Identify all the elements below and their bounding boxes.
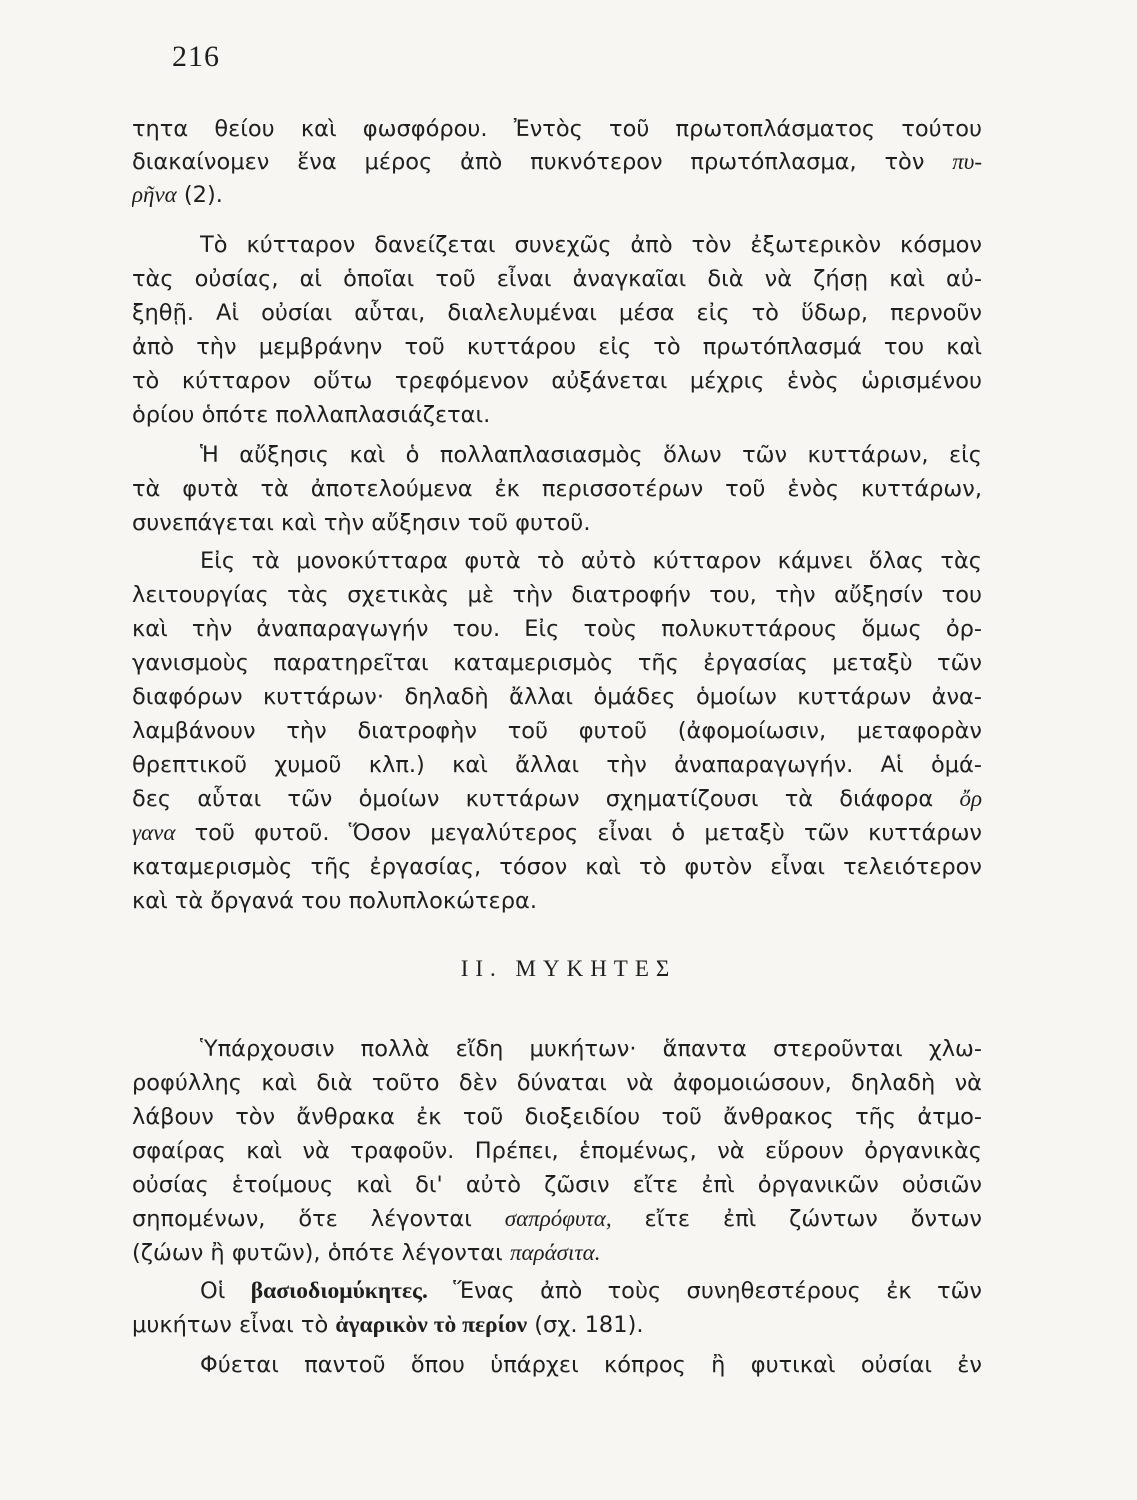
text-line: διακαίνομεν ἕνα μέρος ἀπὸ πυκνότερον πρωτόπλασμα, τὸν πυ-: [132, 149, 982, 175]
italic-term: σαπρόφυτα,: [504, 1206, 612, 1231]
text-line: γανισμοὺς παρατηρεῖται καταμερισμὸς τῆς ἐργασίας μεταξὺ τῶν: [132, 650, 982, 676]
paragraph-first-line: Ὑπάρχουσιν πολλὰ εἴδη μυκήτων· ἅπαντα στεροῦνται χλω-: [200, 1036, 982, 1062]
text-line: λάβουν τὸν ἄνθρακα ἐκ τοῦ διοξειδίου τοῦ ἄνθρακος τῆς ἀτμο-: [132, 1104, 982, 1130]
text-line: ρῆνα (2).: [132, 182, 223, 208]
bold-term: ἀγαρικὸν τὸ περίον: [335, 1312, 528, 1338]
text-line: οὐσίας ἑτοίμους καὶ δι' αὐτὸ ζῶσιν εἴτε ἐπὶ ὀργανικῶν οὐσιῶν: [132, 1172, 982, 1198]
paragraph-first-line: Ἡ αὔξησις καὶ ὁ πολλαπλασιασμὸς ὅλων τῶν κυττάρων, εἰς: [200, 442, 982, 468]
text-line: μυκήτων εἶναι τὸ ἀγαρικὸν τὸ περίον (σχ. 181).: [132, 1312, 644, 1338]
text-line: ὁρίου ὁπότε πολλαπλασιάζεται.: [132, 402, 491, 428]
text-line: λειτουργίας τὰς σχετικὰς μὲ τὴν διατροφήν του, τὴν αὔξησίν του: [132, 582, 982, 608]
italic-term: πυ-: [952, 149, 982, 174]
text-line: καὶ τὴν ἀναπαραγωγήν του. Εἰς τοὺς πολυκυττάρους ὅμως ὀρ-: [132, 616, 982, 642]
text-line: καταμερισμὸς τῆς ἐργασίας, τόσον καὶ τὸ φυτὸν εἶναι τελειότερον: [132, 854, 982, 880]
text-line: θρεπτικοῦ χυμοῦ κλπ.) καὶ ἄλλαι τὴν ἀναπαραγωγήν. Αἱ ὁμά-: [132, 752, 982, 778]
paragraph-first-line: Τὸ κύτταρον δανείζεται συνεχῶς ἀπὸ τὸν ἐξωτερικὸν κόσμον: [200, 232, 982, 258]
paragraph-first-line: Φύεται παντοῦ ὅπου ὑπάρχει κόπρος ἢ φυτικαὶ οὐσίαι ἐν: [200, 1352, 982, 1378]
text-line: γανα τοῦ φυτοῦ. Ὅσον μεγαλύτερος εἶναι ὁ μεταξὺ τῶν κυττάρων: [132, 820, 982, 846]
text-line: (ζώων ἢ φυτῶν), ὁπότε λέγονται παράσιτα.: [132, 1240, 601, 1266]
italic-term: ρῆνα: [132, 182, 177, 207]
paragraph-first-line: Οἱ βασιοδιομύκητες. Ἕνας ἀπὸ τοὺς συνηθεστέρους ἐκ τῶν: [200, 1278, 982, 1304]
italic-term: παράσιτα.: [509, 1240, 601, 1265]
text-line: δες αὗται τῶν ὁμοίων κυττάρων σχηματίζουσι τὰ διάφορα ὄρ: [132, 786, 982, 812]
text-line: διαφόρων κυττάρων· δηλαδὴ ἄλλαι ὁμάδες ὁμοίων κυττάρων ἀνα-: [132, 684, 982, 710]
text-line: συνεπάγεται καὶ τὴν αὔξησιν τοῦ φυτοῦ.: [132, 510, 591, 536]
text-line: ἀπὸ τὴν μεμβράνην τοῦ κυττάρου εἰς τὸ πρωτόπλασμά του καὶ: [132, 334, 982, 360]
italic-term: γανα: [132, 820, 176, 845]
text-line: ροφύλλης καὶ διὰ τοῦτο δὲν δύναται νὰ ἀφομοιώσουν, δηλαδὴ νὰ: [132, 1070, 982, 1096]
text-line: τὰς οὐσίας, αἱ ὁποῖαι τοῦ εἶναι ἀναγκαῖαι διὰ νὰ ζήσῃ καὶ αὐ-: [132, 266, 982, 292]
section-heading: II. ΜΥΚΗΤΕΣ: [460, 956, 677, 981]
bold-term: βασιοδιομύκητες.: [250, 1278, 428, 1304]
page-number: 216: [172, 40, 220, 73]
text-line: λαμβάνουν τὴν διατροφὴν τοῦ φυτοῦ (ἀφομοίωσιν, μεταφορὰν: [132, 718, 982, 744]
text-line: σηπομένων, ὅτε λέγονται σαπρόφυτα, εἴτε ἐπὶ ζώντων ὄντων: [132, 1206, 982, 1232]
text-line: τὸ κύτταρον οὕτω τρεφόμενον αὐξάνεται μέχρις ἑνὸς ὡρισμένου: [132, 368, 982, 394]
text-line: καὶ τὰ ὄργανά του πολυπλοκώτερα.: [132, 888, 537, 914]
text-line: τὰ φυτὰ τὰ ἀποτελούμενα ἐκ περισσοτέρων τοῦ ἑνὸς κυττάρων,: [132, 476, 982, 502]
italic-term: ὄρ: [959, 786, 982, 811]
text-line: σφαίρας καὶ νὰ τραφοῦν. Πρέπει, ἑπομένως, νὰ εὕρουν ὀργανικὰς: [132, 1138, 982, 1164]
paragraph-first-line: Εἰς τὰ μονοκύτταρα φυτὰ τὸ αὐτὸ κύτταρον κάμνει ὅλας τὰς: [200, 548, 982, 574]
text-line: ξηθῇ. Αἱ οὐσίαι αὗται, διαλελυμέναι μέσα εἰς τὸ ὕδωρ, περνοῦν: [132, 300, 982, 326]
text-line: τητα θείου καὶ φωσφόρου. Ἐντὸς τοῦ πρωτοπλάσματος τούτου: [132, 116, 982, 142]
